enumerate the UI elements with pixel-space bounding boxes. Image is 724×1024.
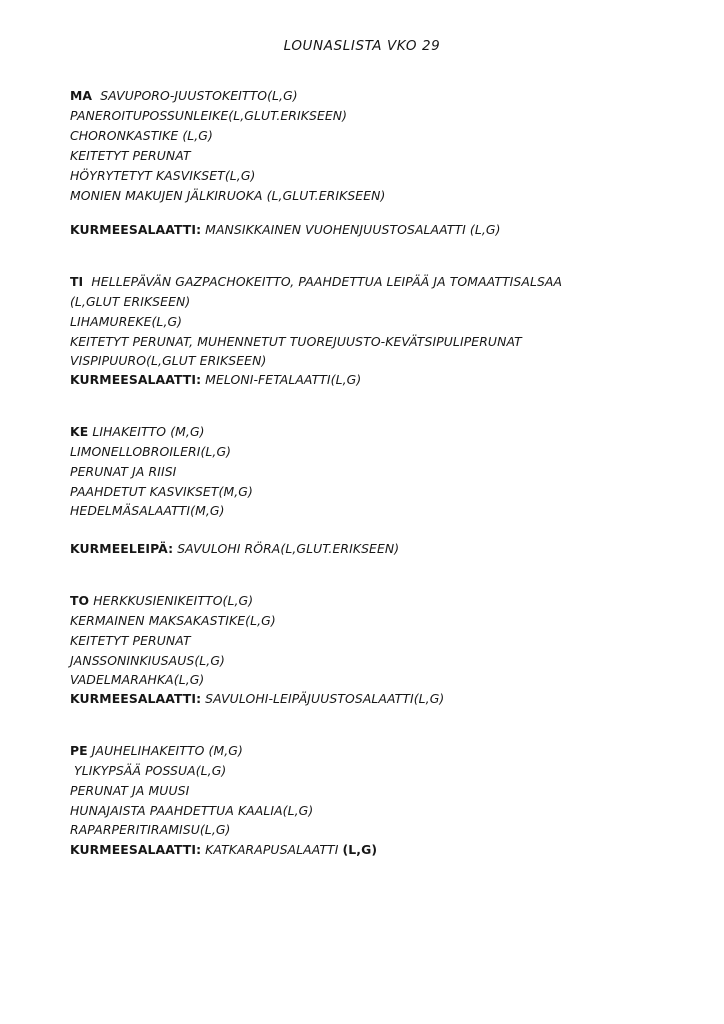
pe-dish-0: JAUHELIHAKEITTO (M,G) [91, 743, 243, 758]
ma-dish-1: PANEROITUPOSSUNLEIKE(L,GLUT.ERIKSEEN) [70, 108, 348, 123]
ti-extra-label: KURMEESALAATTI: [70, 372, 202, 387]
pe-dish-2: PERUNAT JA MUUSI [70, 783, 190, 798]
ma-line-0 [70, 88, 298, 104]
ti-dish-4: VISPIPUURO(L,GLUT ERIKSEEN) [70, 353, 267, 368]
ma-extra [70, 222, 501, 238]
ma-dish-0: SAVUPORO-JUUSTOKEITTO(L,G) [100, 88, 298, 103]
ke-dish-1: LIMONELLOBROILERI(L,G) [70, 444, 232, 459]
pe-dish-4: RAPARPERITIRAMISU(L,G) [70, 822, 231, 837]
ke-extra-text: SAVULOHI RÖRA(L,GLUT.ERIKSEEN) [177, 541, 400, 556]
ma-dish-2: CHORONKASTIKE (L,G) [70, 128, 213, 143]
ke-day-code: KE [70, 424, 89, 439]
pe-extra-suffix: (L,G) [342, 842, 378, 857]
ke-extra [70, 541, 399, 557]
to-dish-1: KERMAINEN MAKSAKASTIKE(L,G) [70, 613, 276, 628]
ti-day-code: TI [70, 274, 84, 289]
ke-dish-4: HEDELMÄSALAATTI(M,G) [70, 503, 225, 518]
pe-line-0 [70, 743, 243, 759]
pe-extra-text: KATKARAPUSALAATTI [205, 842, 339, 857]
ma-extra-text: MANSIKKAINEN VUOHENJUUSTOSALAATTI (L,G) [205, 222, 501, 237]
to-dish-2: KEITETYT PERUNAT [70, 633, 191, 648]
document-title: LOUNASLISTA VKO 29 [283, 38, 441, 54]
pe-day-code: PE [70, 743, 88, 758]
to-line-0 [70, 593, 253, 609]
pe-extra-label: KURMEESALAATTI: [70, 842, 202, 857]
ti-dish-2: LIHAMUREKE(L,G) [70, 314, 183, 329]
to-extra-text: SAVULOHI-LEIPÄJUUSTOSALAATTI(L,G) [205, 691, 445, 706]
ma-dish-4: HÖYRYTETYT KASVIKSET(L,G) [70, 168, 256, 183]
pe-extra [70, 842, 377, 858]
ke-dish-0: LIHAKEITTO (M,G) [92, 424, 205, 439]
ma-day-code: MA [70, 88, 93, 103]
ke-line-0 [70, 424, 205, 440]
ti-extra [70, 372, 361, 388]
ti-dish-0: HELLEPÄVÄN GAZPACHOKEITTO, PAAHDETTUA LEIPÄÄ JA TOMAATTISALSAA [91, 274, 563, 289]
ke-extra-label: KURMEELEIPÄ: [70, 541, 174, 556]
pe-dish-3: HUNAJAISTA PAAHDETTUA KAALIA(L,G) [70, 803, 314, 818]
to-day-code: TO [70, 593, 90, 608]
ti-dish-3: KEITETYT PERUNAT, MUHENNETUT TUOREJUUSTO-KEVÄTSIPULIPERUNAT [70, 334, 522, 349]
pe-dish-1: YLIKYPSÄÄ POSSUA(L,G) [70, 763, 227, 778]
ma-extra-label: KURMEESALAATTI: [70, 222, 202, 237]
to-dish-4: VADELMARAHKA(L,G) [70, 672, 205, 687]
ke-dish-3: PAAHDETUT KASVIKSET(M,G) [70, 484, 253, 499]
ma-dish-3: KEITETYT PERUNAT [70, 148, 191, 163]
to-dish-0: HERKKUSIENIKEITTO(L,G) [93, 593, 254, 608]
to-extra-label: KURMEESALAATTI: [70, 691, 202, 706]
to-dish-3: JANSSONINKIUSAUS(L,G) [70, 653, 225, 668]
ti-dish-1: (L,GLUT ERIKSEEN) [70, 294, 191, 309]
ti-line-0 [70, 274, 562, 290]
ke-dish-2: PERUNAT JA RIISI [70, 464, 177, 479]
to-extra [70, 691, 444, 707]
ti-extra-text: MELONI-FETALAATTI(L,G) [205, 372, 362, 387]
ma-dish-5: MONIEN MAKUJEN JÄLKIRUOKA (L,GLUT.ERIKSEEN) [70, 188, 386, 203]
